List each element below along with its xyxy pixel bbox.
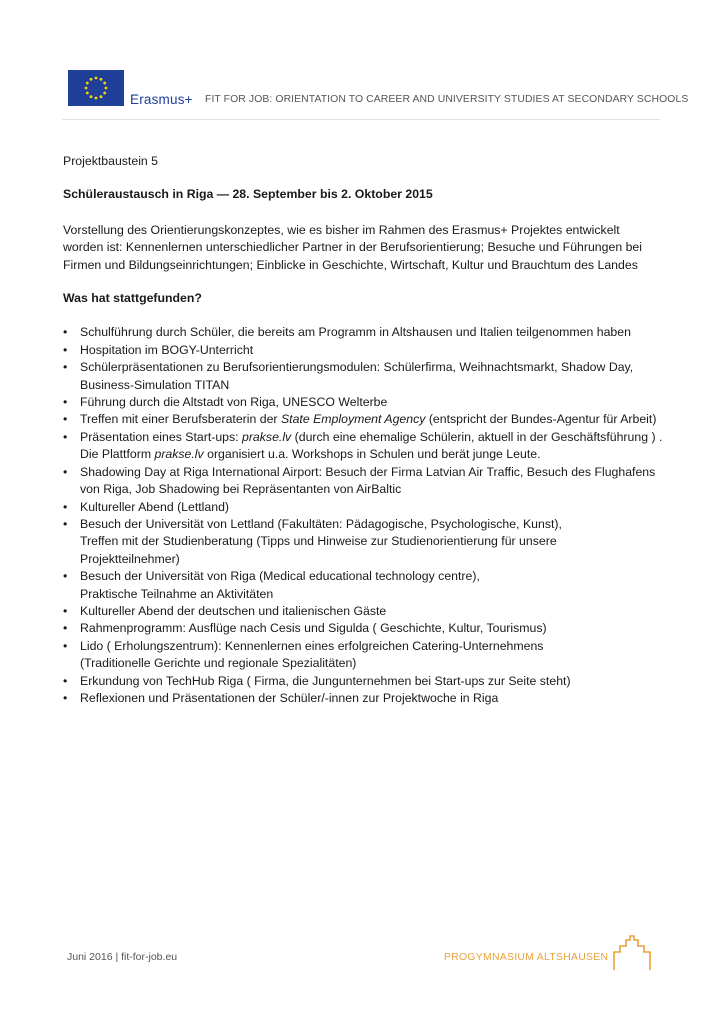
bullet-icon: •: [63, 429, 68, 444]
module-label: Projektbaustein 5: [63, 154, 159, 168]
bullet-icon: •: [63, 360, 68, 375]
list-item: • Treffen mit einer Berufsberaterin der State Employment Agency (entspricht der Bundes-Agentur für Arbeit): [63, 411, 663, 428]
bullet-icon: •: [63, 603, 68, 618]
school-name: PROGYMNASIUM ALTSHAUSEN: [444, 952, 609, 963]
list-item: • Besuch der Universität von Lettland (Fakultäten: Pädagogische, Psychologische, Kunst), Treffen mit der Studienberatung (Tipps und Hinweise zur Studienorientierung für unsere Projektteilnehmer): [63, 516, 562, 566]
intro-paragraph: Vorstellung des Orientierungskonzeptes, wie es bisher im Rahmen des Erasmus+ Projektes entwickelt worden ist: Kennenlernen unterschiedlicher Partner in der Berufsorientierung; Besuche und Führungen bei Firmen und Bildungseinrichtungen; Einblicke in Geschichte, Wirtschaft, Kultur und Brauchtum des Landes: [63, 222, 642, 272]
agency-name: State Employment Agency: [280, 412, 426, 427]
header-divider: [62, 119, 660, 120]
section-heading: Was hat stattgefunden?: [63, 291, 202, 306]
bullet-icon: •: [63, 325, 68, 340]
bullet-icon: •: [63, 690, 68, 705]
bullet-icon: •: [63, 342, 68, 357]
eu-flag-icon: [68, 70, 124, 106]
bullet-icon: •: [63, 621, 68, 636]
startup-name: prakse.lv: [154, 447, 204, 462]
list-item: • Kultureller Abend (Lettland): [63, 499, 663, 516]
list-item: • Kultureller Abend der deutschen und italienischen Gäste: [63, 603, 663, 620]
list-item: • Präsentation eines Start-ups: prakse.lv (durch eine ehemalige Schülerin, aktuell in der Geschäftsführung ) . Die Plattform prakse.lv organisiert u.a. Workshops in Schulen und berät junge Leute.: [63, 429, 663, 462]
list-item: • Schülerpräsentationen zu Berufsorientierungsmodulen: Schülerfirma, Weihnachtsmarkt, Shadow Day, Business-Simulation TITAN: [63, 360, 634, 392]
bullet-icon: •: [63, 516, 68, 531]
list-item: • Hospitation im BOGY-Unterricht: [63, 342, 663, 359]
bullet-icon: •: [63, 395, 68, 410]
footer-date-site: Juni 2016 | fit-for-job.eu: [67, 951, 178, 963]
list-item: • Schulführung durch Schüler, die bereits am Programm in Altshausen und Italien teilgenommen haben: [63, 324, 663, 341]
bullet-icon: •: [63, 412, 68, 427]
school-building-icon: [612, 932, 652, 972]
bullet-icon: •: [63, 464, 68, 479]
page-header: [0, 0, 720, 122]
bullet-icon: •: [63, 499, 68, 514]
list-item: • Besuch der Universität von Riga (Medical educational technology centre), Praktische Teilnahme an Aktivitäten: [63, 569, 480, 601]
document-title: Schüleraustausch in Riga — 28. September bis 2. Oktober 2015: [63, 187, 433, 202]
activity-list: [63, 324, 663, 707]
list-item: • Rahmenprogramm: Ausflüge nach Cesis und Sigulda ( Geschichte, Kultur, Tourismus): [63, 620, 663, 637]
list-item: • Reflexionen und Präsentationen der Schüler/-innen zur Projektwoche in Riga: [63, 690, 663, 707]
startup-name: prakse.lv: [242, 429, 292, 444]
erasmus-brand: Erasmus+: [130, 92, 193, 107]
bullet-icon: •: [63, 638, 68, 653]
document-body: [63, 153, 663, 707]
list-item: • Shadowing Day at Riga International Airport: Besuch der Firma Latvian Air Traffic, Besuch des Flughafens von Riga, Job Shadowing bei Repräsentanten von AirBaltic: [63, 464, 656, 497]
bullet-icon: •: [63, 673, 68, 688]
list-item: • Führung durch die Altstadt von Riga, UNESCO Welterbe: [63, 394, 663, 411]
bullet-icon: •: [63, 569, 68, 584]
list-item: • Lido ( Erholungszentrum): Kennenlernen eines erfolgreichen Catering-Unternehmens (Traditionelle Gerichte und regionale Spezialitäten): [63, 638, 544, 671]
list-item: • Erkundung von TechHub Riga ( Firma, die Jungunternehmen bei Start-ups zur Seite steht): [63, 673, 663, 690]
project-title: FIT FOR JOB: ORIENTATION TO CAREER AND UNIVERSITY STUDIES AT SECONDARY SCHOOLS: [205, 94, 689, 105]
